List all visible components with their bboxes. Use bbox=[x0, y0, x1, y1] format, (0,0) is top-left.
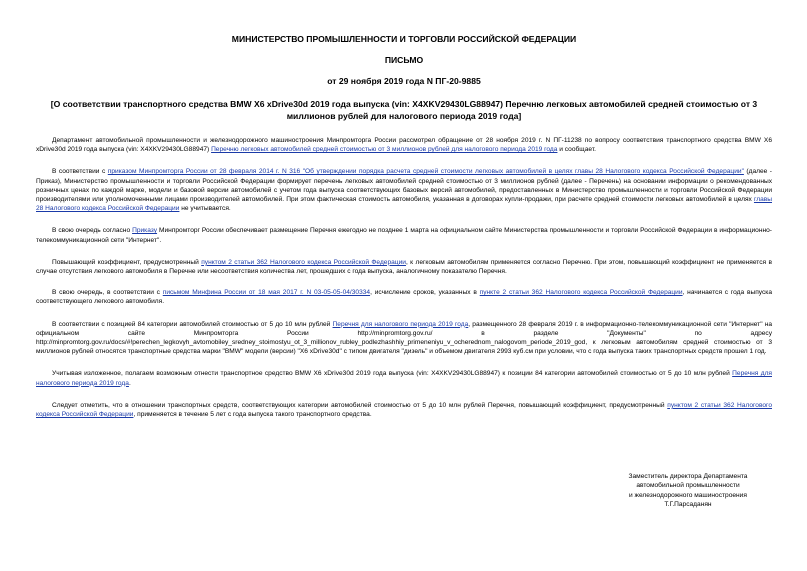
document-kind: ПИСЬМО bbox=[384, 55, 424, 65]
paragraph-2 bbox=[36, 167, 772, 213]
paragraph-text: Учитывая изложенное, полагаем возможным отнести транспортное средство BMW X6 xDrive30d 2019 года выпуска (vin: X4XKV29430LG88947) к позиции 84 категории автомобилей стоимостью от 5 до 10 млн рублей bbox=[52, 370, 733, 378]
signature-position-line: Заместитель директора Департамента bbox=[628, 473, 748, 480]
link-article-362[interactable]: пунктом 2 статьи 362 Налогового кодекса Российской Федерации bbox=[201, 258, 406, 266]
paragraph-text: Следует отметить, что в отношении транспортных средств, соответствующих категории автомобилей стоимостью от 5 до 10 млн рублей Перечня, повышающий коэффициент, предусмотренный bbox=[52, 401, 668, 409]
paragraph-text: В соответствии с bbox=[52, 168, 108, 176]
signature-block bbox=[603, 472, 773, 510]
paragraph-text: В свою очередь, в соответствии с bbox=[52, 289, 163, 297]
link-order-316[interactable]: приказом Минпромторга России от 28 февраля 2014 г. N 316 "Об утверждении порядка расчета средней стоимости легковых автомобилей в целях главы 28 Налогового кодекса Российской Федерации" bbox=[107, 168, 744, 176]
signature-position-line: и железнодорожного машиностроения bbox=[629, 491, 747, 499]
signature-position-line: автомобильной промышленности bbox=[636, 482, 740, 490]
paragraph-text: , применяется в течение 5 лет с года выпуска такого транспортного средства. bbox=[133, 411, 372, 419]
paragraph-4 bbox=[36, 258, 772, 276]
link-minfin-letter[interactable]: письмом Минфина России от 18 мая 2017 г. N 03-05-05-04/30334 bbox=[162, 289, 371, 297]
paragraph-1 bbox=[36, 136, 772, 154]
link-perechen-2019[interactable]: Перечня для налогового периода 2019 года bbox=[36, 370, 772, 387]
paragraph-text: не учитывается. bbox=[179, 205, 231, 213]
link-order[interactable]: Приказу bbox=[132, 227, 158, 235]
paragraph-text: . bbox=[128, 379, 131, 387]
paragraph-text: В свою очередь согласно bbox=[52, 227, 133, 235]
link-perechen-2019[interactable]: Перечня для налогового периода 2019 года bbox=[332, 320, 469, 328]
signature-name: Т.Г.Парсаданян bbox=[664, 501, 712, 509]
paragraph-text: , размещенного 28 февраля 2019 г. в информационно-телекоммуникационной сети "Интернет" на официальном сайте Минпромторга России http://minpromtorg.gov.ru/ в разделе "Документы" по адресу http://minpromtorg.gov.ru/docs/#!perechen_legkovyh_avtomobiley_sredney_stoimostyu_ot_3_millionov_rubley_podlezhashhiy_primeneniyu_v_ocherednom_nalogovom_periode_2019_god, к легковым автомобилям средней стоимостью от 3 миллионов рублей относятся транспортные средства марки "BMW" модели (версии) "X6 xDrive30d" с типом двигателя "дизель" и объемом двигателя 2993 куб.см при условии, что с года выпуска таких транспортных средств прошел 1 год. bbox=[36, 320, 773, 356]
link-article-362[interactable]: пункте 2 статьи 362 Налогового кодекса Российской Федерации bbox=[479, 289, 683, 297]
paragraph-5 bbox=[36, 288, 772, 306]
paragraph-text: и сообщает. bbox=[557, 146, 596, 154]
paragraph-text: Повышающий коэффициент, предусмотренный bbox=[52, 258, 202, 266]
paragraph-8 bbox=[36, 401, 772, 419]
link-perechen[interactable]: Перечню легковых автомобилей средней стоимостью от 3 миллионов рублей для налогового периода 2019 года bbox=[211, 146, 558, 154]
document-subject: [О соответствии транспортного средства BMW X6 xDrive30d 2019 года выпуска (vin: X4XKV29430LG88947) Перечню легковых автомобилей средней стоимостью от 3 миллионов рублей для налогового периода 2019 года] bbox=[50, 99, 758, 121]
ministry-title: МИНИСТЕРСТВО ПРОМЫШЛЕННОСТИ И ТОРГОВЛИ РОССИЙСКОЙ ФЕДЕРАЦИИ bbox=[231, 34, 577, 44]
paragraph-text: (далее - Приказ), Министерство промышленности и торговли Российской Федерации формирует перечень легковых автомобилей средней стоимостью от 3 миллионов рублей (далее - Перечень) на основании информации о рекомендованных розничных ценах по каждой марке, модели и базовой версии автомобилей с учетом года выпуска соответствующих базовых версий автомобилей, предоставленных в Министерство промышленности и торговли Российской Федерации производителями или уполномоченными лицами производителей автомобилей. При этом фактическая стоимость автомобиля, указанная в договорах купли-продажи, при расчете средней стоимости легковых автомобилей в целях bbox=[36, 168, 772, 204]
paragraph-text: , исчисление сроков, указанных в bbox=[370, 289, 480, 297]
paragraph-text: , начинается с года выпуска соответствующего легкового автомобиля. bbox=[36, 289, 772, 306]
document-page bbox=[36, 34, 772, 432]
document-date-number: от 29 ноября 2019 года N ПГ-20-9885 bbox=[327, 76, 481, 86]
paragraph-3 bbox=[36, 226, 772, 244]
document-body bbox=[36, 136, 772, 419]
paragraph-7 bbox=[36, 369, 772, 387]
paragraph-text: В соответствии с позицией 84 категории автомобилей стоимостью от 5 до 10 млн рублей bbox=[52, 320, 333, 328]
link-article-362[interactable]: пунктом 2 статьи 362 Налогового кодекса Российской Федерации bbox=[36, 401, 772, 419]
paragraph-text: Минпромторг России обеспечивает размещение Перечня ежегодно не позднее 1 марта на официальном сайте Министерства промышленности и торговли Российской Федерации в информационно-телекоммуникационной сети "Интернет". bbox=[36, 227, 772, 244]
link-chapter-28[interactable]: главы 28 Налогового кодекса Российской Федерации bbox=[36, 196, 772, 213]
paragraph-6 bbox=[36, 320, 772, 357]
paragraph-text: , к легковым автомобилям применяется согласно Перечню. При этом, повышающий коэффициент не применяется в случае отсутствия легкового автомобиля в Перечне или несоответствия количества лет, прошедших с года выпуска, аналогичному показателю Перечня. bbox=[36, 258, 773, 276]
paragraph-text: Департамент автомобильной промышленности и железнодорожного машиностроения Минпромторга России рассмотрел обращение от 28 ноября 2019 г. N ПГ-11238 по вопросу соответствия транспортного средства BMW X6 xDrive30d 2019 года выпуска (vin: X4XKV29430LG88947) bbox=[36, 137, 772, 154]
